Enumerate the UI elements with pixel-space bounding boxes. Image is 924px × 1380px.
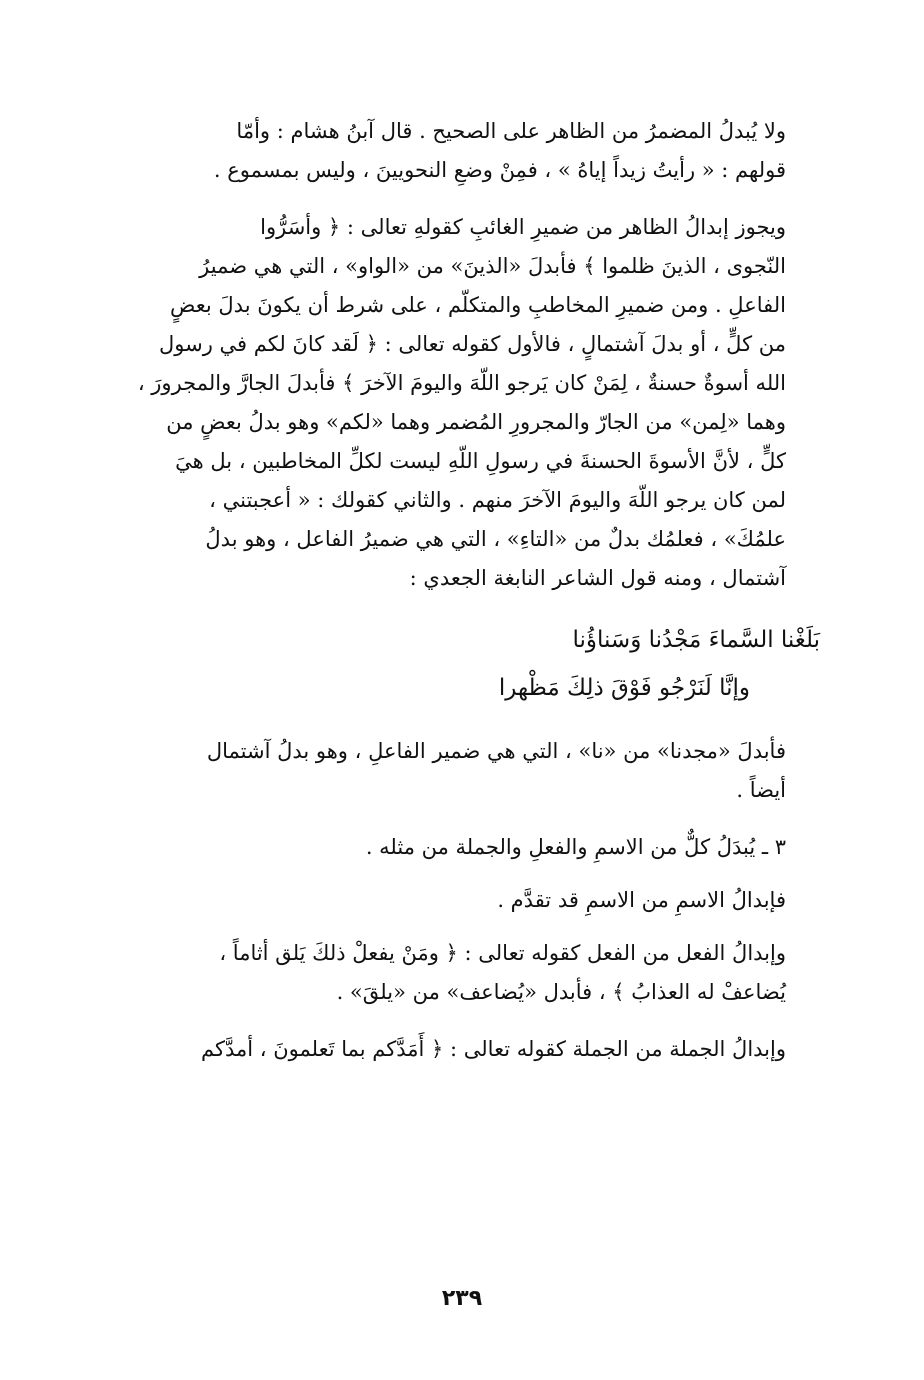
rule-subitem: فإبدالُ الاسمِ من الاسمِ قد تقدَّم . [497, 888, 786, 912]
poetry-verse [104, 616, 820, 712]
text-line: أيضاً . [736, 778, 786, 802]
text-line: قولهم : « رأيتُ زيداً إياهُ » ، فمِنْ وضعِ النحويينَ ، وليس بمسموع . [213, 158, 786, 182]
rule-item-3: ٣ ـ يُبدَلُ كلٌّ من الاسمِ والفعلِ والجملة من مثله . [365, 835, 786, 859]
paragraph-1 [104, 112, 820, 190]
text-line: كلٍّ ، لأنَّ الأسوةَ الحسنةَ في رسولِ اللّهِ ليست لكلِّ المخاطبين ، بل هيَ [175, 449, 786, 473]
paragraph-after-verse [104, 732, 820, 810]
text-line: آشتمال ، ومنه قول الشاعر النابغة الجعدي : [409, 566, 786, 590]
text-line: فأبدلَ «مجدنا» من «نا» ، التي هي ضمير الفاعلِ ، وهو بدلُ آشتمال [206, 739, 786, 763]
text-line: ولا يُبدلُ المضمرُ من الظاهر على الصحيح . قال آبنُ هشام : وأمّا [236, 119, 786, 143]
paragraph-verb-substitution [104, 934, 820, 1012]
page-body [104, 112, 820, 1087]
text-line: الله أسوةٌ حسنةٌ ، لِمَنْ كان يَرجو اللّهَ واليومَ الآخرَ ﴾ فأبدلَ الجارَّ والمجرورَ ، [137, 371, 786, 395]
verse-first-hemistich: بَلَغْنا السَّماءَ مَجْدُنا وَسَناؤُنا [572, 627, 820, 653]
paragraph-2 [104, 208, 820, 598]
text-line: وإبدالُ الفعل من الفعل كقوله تعالى : ﴿ ومَنْ يفعلْ ذلكَ يَلق أثاماً ، [219, 941, 786, 965]
verse-second-hemistich: وإنَّا لَنَرْجُو فَوْقَ ذلِكَ مَظْهرا [498, 675, 750, 701]
text-line: وإبدالُ الجملة من الجملة كقوله تعالى : ﴿ أَمَدَّكم بما تَعلمونَ ، أمدَّكم [201, 1037, 786, 1061]
text-line: النّجوى ، الذينَ ظلموا ﴾ فأبدلَ «الذينَ» من «الواو» ، التي هي ضميرُ [199, 254, 786, 278]
paragraph-sentence-substitution [104, 1030, 820, 1069]
text-line: الفاعلِ . ومن ضميرِ المخاطبِ والمتكلّم ، على شرط أن يكونَ بدلَ بعضٍ [170, 293, 786, 317]
text-line: لمن كان يرجو اللّهَ واليومَ الآخرَ منهم . والثاني كقولك : « أعجبتني ، [209, 488, 786, 512]
text-line: من كلٍّ ، أو بدلَ آشتمالٍ ، فالأول كقوله تعالى : ﴿ لَقد كانَ لكم في رسول [159, 332, 786, 356]
text-line: ويجوز إبدالُ الظاهر من ضميرِ الغائبِ كقولهِ تعالى : ﴿ وأسَرُّوا [260, 215, 786, 239]
text-line: وهما «لِمن» من الجارّ والمجرورِ المُضمر وهما «لكم» وهو بدلُ بعضٍ من [166, 410, 786, 434]
page-number: ٢٣٩ [441, 1286, 483, 1311]
text-line: يُضاعفْ له العذابُ ﴾ ، فأبدل «يُضاعف» من «يلقَ» . [336, 980, 786, 1004]
text-line: علمُكَ» ، فعلمُك بدلٌ من «التاءِ» ، التي هي ضميرُ الفاعل ، وهو بدلُ [205, 527, 786, 551]
